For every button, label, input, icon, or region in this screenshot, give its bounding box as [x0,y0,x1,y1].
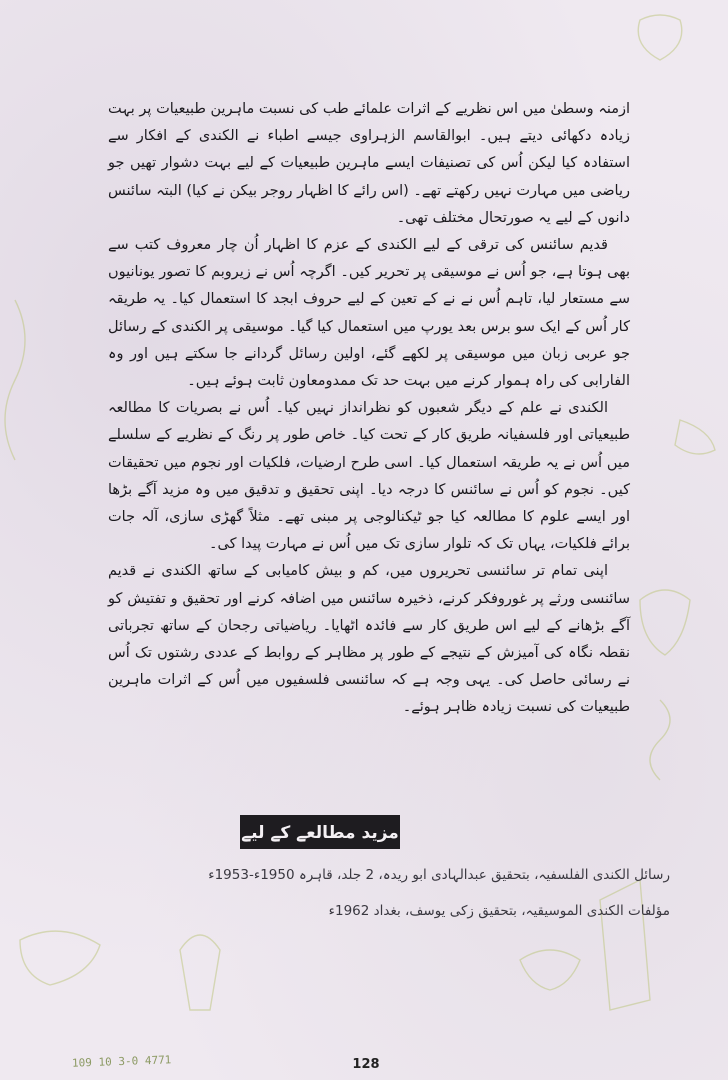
decoration-scribble-right [650,700,670,780]
paragraph-2: قدیم سائنس کی ترقی کے لیے الکندی کے عزم کا اظہار اُن چار معروف کتب سے بھی ہوتا ہے، جو اُس نے موسیقی پر تحریر کیں۔ اگرچہ اُس نے زیروبم کا تصور یونانیوں سے مستعار لیا، تاہم اُس نے نے کے تعین کے لیے حروف ابجد کا استعمال کیا۔ یہ طریقہ کار اُس کے ایک سو برس بعد یورپ میں استعمال کیا گیا۔ موسیقی پر الکندی کے رسائل جو عربی زبان میں موسیقی پر لکھے گئے، اولین رسائل گردانے جا سکتے ہیں اور وہ الفارابی کی راہ ہموار کرنے میں بہت حد تک ممدومعاون ثابت ہوئے ہیں۔ [108,237,630,390]
paragraph-1: ازمنہ وسطیٰ میں اس نظریے کے اثرات علمائے طب کی نسبت ماہرین طبیعیات پر بہت زیادہ دکھائی دیتے ہیں۔ ابوالقاسم الزہراوی جیسے اطباء نے الکندی کے افکار سے استفادہ کیا لیکن اُس کی تصنیفات ایسے ماہرین طبیعیات کے لیے بہت دشوار تھیں جو ریاضی میں مہارت نہیں رکھتے تھے۔ (اس رائے کا اظہار روجر بیکن نے کیا) البتہ سائنس دانوں کے لیے یہ صورتحال مختلف تھی۔ [108,101,630,226]
paragraph-4: اپنی تمام تر سائنسی تحریروں میں، کم و بیش کامیابی کے ساتھ الکندی نے قدیم سائنسی ورثے پر غوروفکر کرنے، ذخیرہ سائنس میں اضافہ کرنے اور تحقیق و تفتیش کو آگے بڑھانے کے لیے اس طریق کار سے فائدہ اٹھایا۔ ریاضیاتی رجحان کے ساتھ تجرباتی نقطہ نگاہ کی آمیزش کے نتیجے کے طور پر مظاہر کے روابط کے عددی رشتوں تک اُس نے رسائی حاصل کی۔ یہی وجہ ہے کہ سائنسی فلسفیوں میں اُس کے اثرات ماہرین طبیعیات کی نسبت زیادہ ظاہر ہوئے۔ [108,563,630,716]
reference-item-2: مؤلفات الکندی الموسیقیہ، بتحقیق زکی یوسف، بغداد 1962ء [328,903,670,919]
page-number: 128 [352,1057,380,1072]
print-code: 109 10 3-0 4771 [71,1053,172,1070]
decoration-vessel-top-right [638,15,682,60]
reference-item-1: رسائل الکندی الفلسفیہ، بتحقیق عبدالہادی ابو ریدہ، 2 جلد، قاہرہ 1950ء-1953ء [208,867,670,883]
decoration-scroll-bottom-left [20,931,100,985]
decoration-figure-bottom [180,935,220,1010]
further-reading-heading: مزید مطالعے کے لیے [240,815,400,849]
references-list [150,857,670,929]
decoration-lamp-bottom [520,950,580,990]
decoration-vine-left [5,300,25,460]
article-body [108,96,630,722]
decoration-figure-right [640,590,690,655]
decoration-flask-right [675,420,715,454]
paragraph-3: الکندی نے علم کے دیگر شعبوں کو نظرانداز نہیں کیا۔ اُس نے بصریات کا مطالعہ طبیعیاتی اور فلسفیانہ طریق کار کے تحت کیا۔ خاص طور پر رنگ کے نظریے کے سلسلے میں اُس نے یہ طریقہ استعمال کیا۔ اسی طرح ارضیات، فلکیات اور نجوم میں تحقیقات کیں۔ نجوم کو اُس نے سائنس کا درجہ دیا۔ اپنی تحقیق و تدقیق میں وہ مزید آگے بڑھا اور ایسے علوم کا مطالعہ کیا جو ٹیکنالوجی پر مبنی تھے۔ مثلاً گھڑی سازی، آلہ جات برائے فلکیات، یہاں تک کہ تلوار سازی تک میں اُس نے مہارت پیدا کی۔ [108,400,630,553]
